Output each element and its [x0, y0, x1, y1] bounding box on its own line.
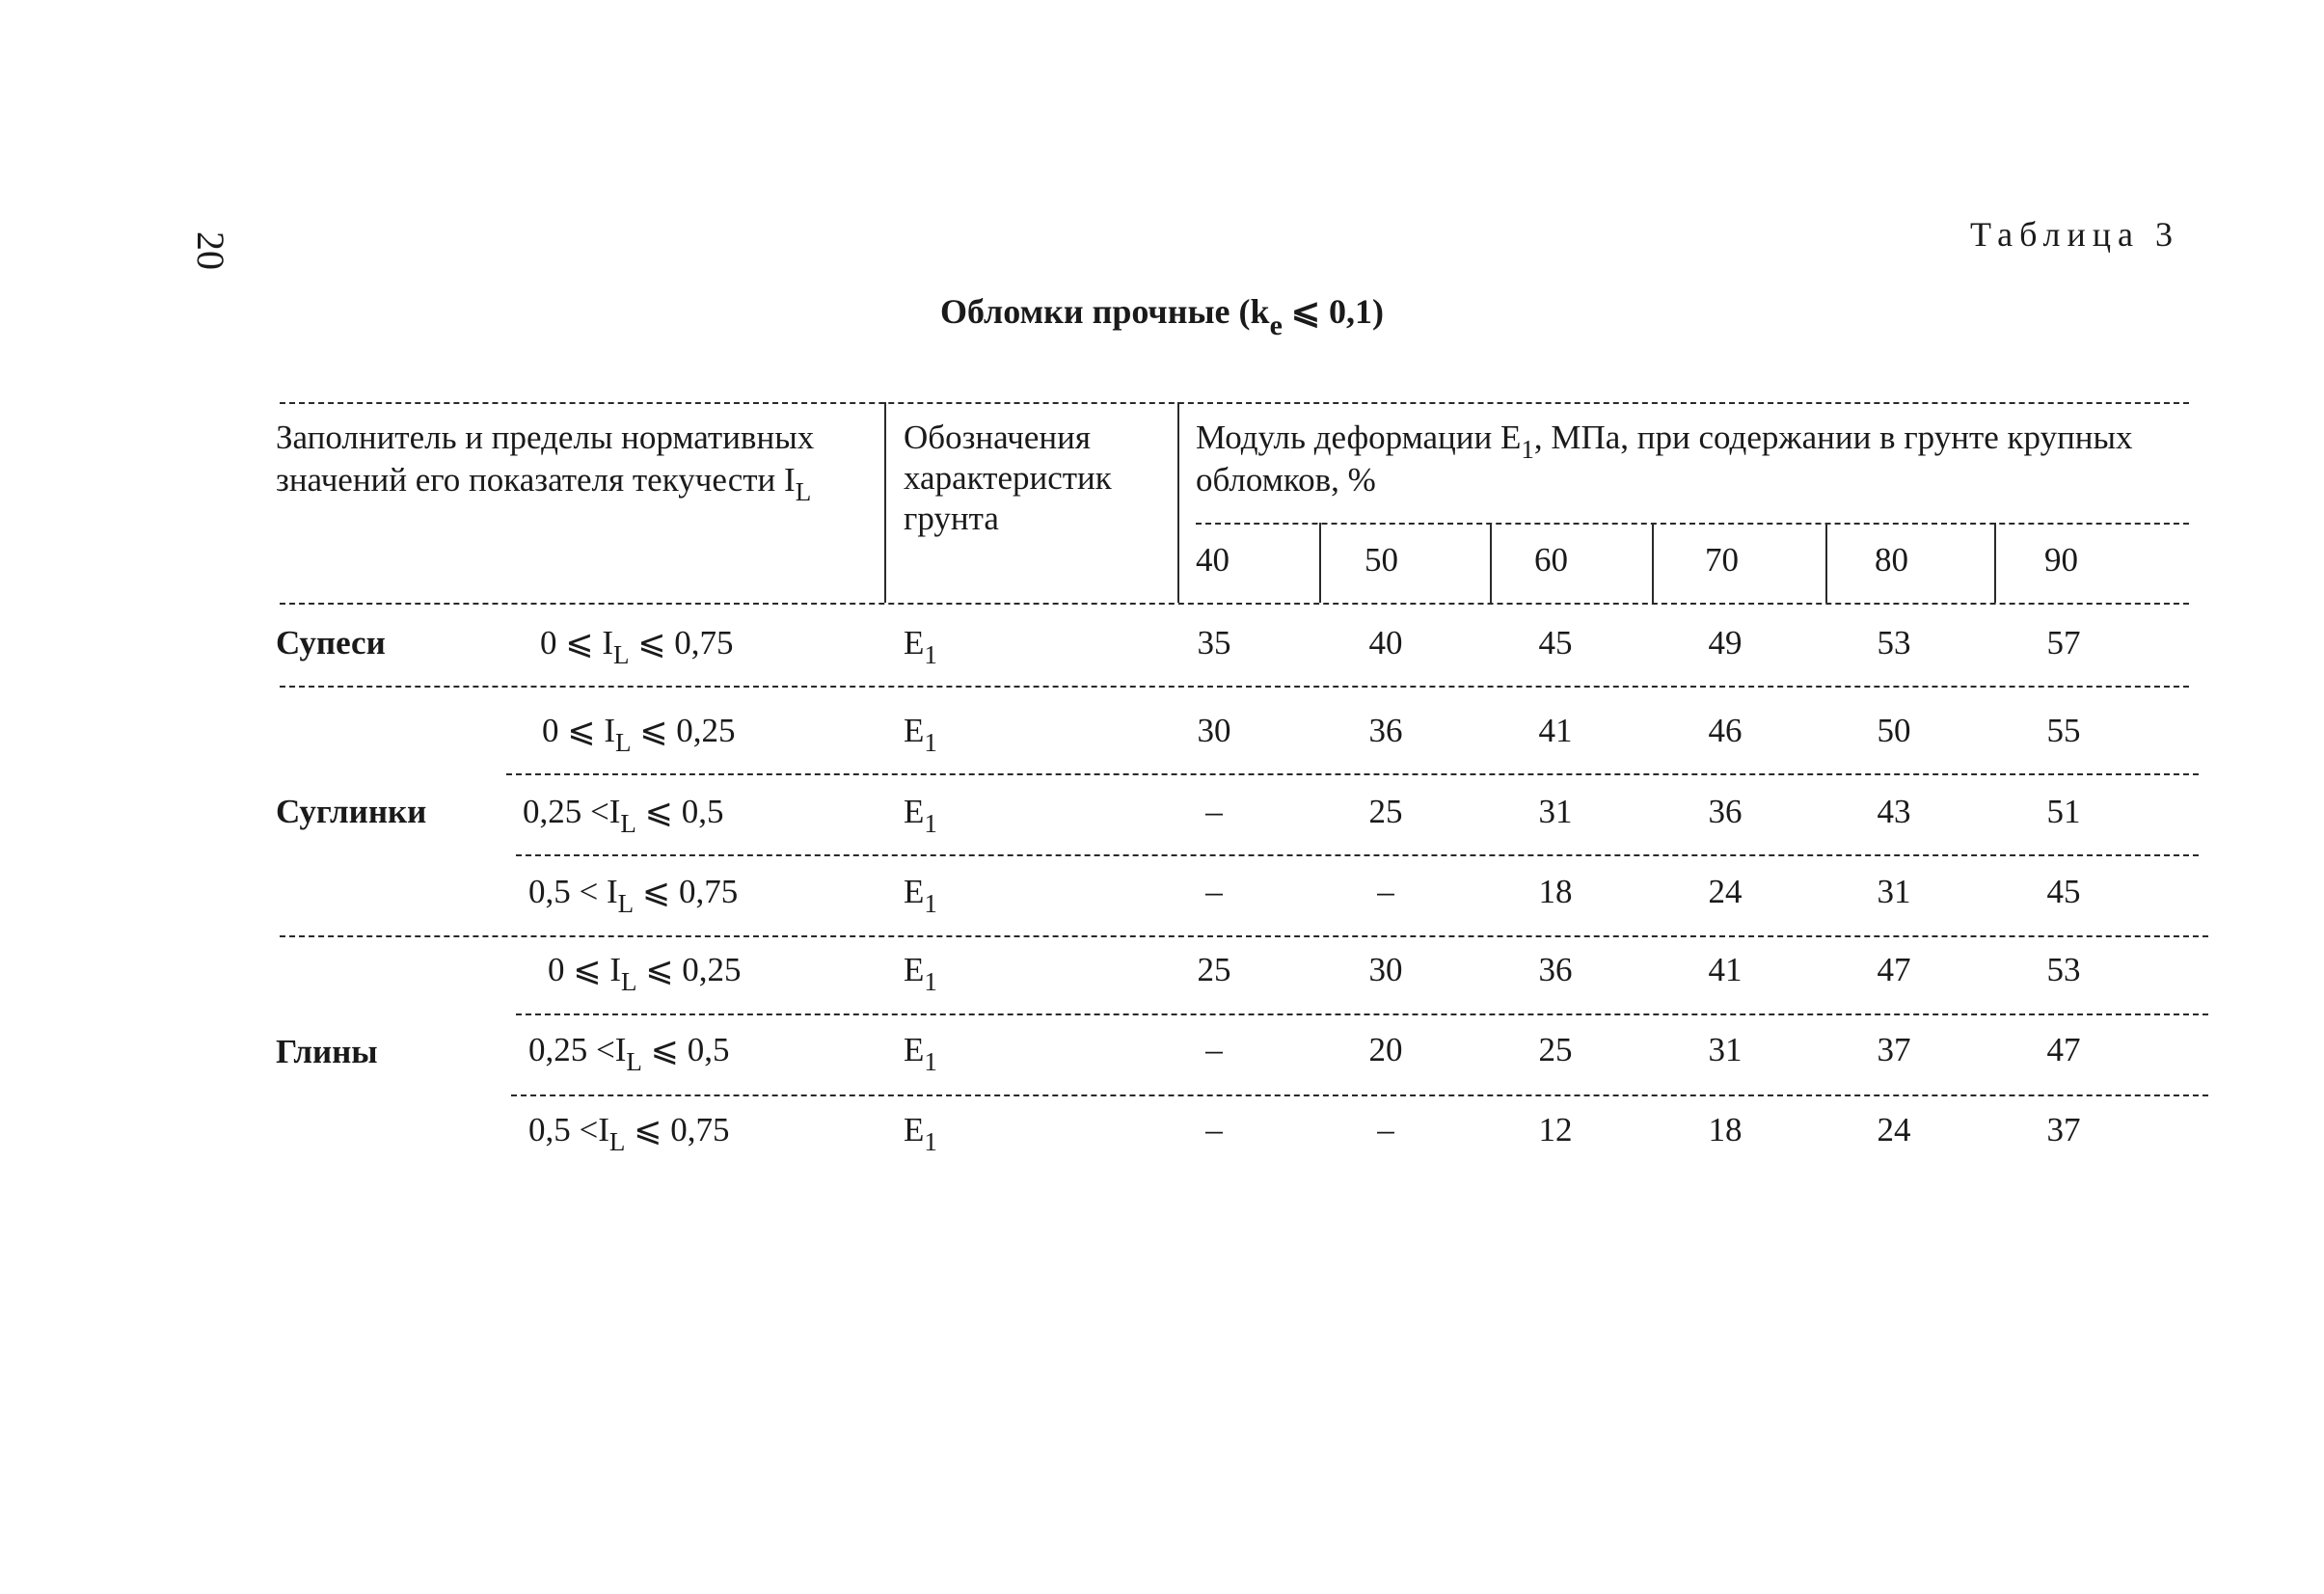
row-rule-3a — [516, 1013, 2208, 1015]
row-condition: $0,5 <I_L$ ⩽ 0,75 — [528, 1111, 730, 1156]
value-cell: 36 — [1708, 793, 1743, 830]
percent-divider-4 — [1825, 523, 1827, 603]
row-symbol: $E_1$ — [904, 712, 937, 757]
value-cell: 37 — [1877, 1031, 1911, 1068]
value-cell: 18 — [1538, 873, 1573, 910]
subheader-rule — [1196, 523, 2189, 525]
percent-divider-1 — [1319, 523, 1321, 603]
percent-divider-2 — [1490, 523, 1492, 603]
value-cell: 49 — [1708, 624, 1743, 662]
value-cell: 12 — [1538, 1111, 1573, 1148]
value-cell: 25 — [1368, 793, 1403, 830]
row-rule-3b — [511, 1094, 2208, 1096]
percent-divider-5 — [1994, 523, 1996, 603]
percent-header: 50 — [1365, 541, 1398, 579]
row-symbol: $E_1$ — [904, 873, 937, 918]
value-cell: 46 — [1708, 712, 1743, 749]
value-cell: 50 — [1877, 712, 1911, 749]
row-rule-2a — [506, 773, 2199, 775]
header-modulus-line1: Модуль деформации $E_1$, МПа, при содержании в грунте крупных — [1196, 419, 2133, 464]
value-cell: 47 — [2046, 1031, 2081, 1068]
percent-header: 70 — [1705, 541, 1739, 579]
group-name-gliny: Глины — [276, 1033, 378, 1070]
value-cell: 47 — [1877, 951, 1911, 988]
value-cell: 40 — [1368, 624, 1403, 662]
percent-header: 60 — [1534, 541, 1568, 579]
value-cell: 55 — [2046, 712, 2081, 749]
value-cell: – — [1205, 1031, 1223, 1068]
value-cell: 31 — [1708, 1031, 1743, 1068]
header-col-divider-1 — [884, 402, 886, 603]
value-cell: 41 — [1538, 712, 1573, 749]
value-cell: 51 — [2046, 793, 2081, 830]
percent-header: 40 — [1196, 541, 1230, 579]
row-condition: $0,25 <I_L$ ⩽ 0,5 — [523, 793, 724, 838]
group-name-supesi: Супеси — [276, 624, 386, 662]
row-symbol: $E_1$ — [904, 1031, 937, 1076]
value-cell: – — [1205, 873, 1223, 910]
value-cell: 18 — [1708, 1111, 1743, 1148]
table-label: Таблица 3 — [1970, 215, 2179, 254]
percent-divider-3 — [1652, 523, 1654, 603]
header-symbol-line3: грунта — [904, 500, 999, 537]
header-symbol-line1: Обозначения — [904, 419, 1091, 456]
value-cell: 30 — [1197, 712, 1231, 749]
group-name-suglinki: Суглинки — [276, 793, 427, 830]
row-symbol: $E_1$ — [904, 624, 937, 669]
value-cell: 53 — [2046, 951, 2081, 988]
header-modulus-line2: обломков, % — [1196, 461, 1376, 499]
table-title: Обломки прочные ($k_e$ ⩽ 0,1) — [939, 292, 1385, 341]
value-cell: 45 — [1538, 624, 1573, 662]
header-symbol-line2: характеристик — [904, 459, 1112, 497]
row-condition: $0,25 <I_L$ ⩽ 0,5 — [528, 1031, 730, 1076]
group-rule-2 — [280, 935, 2208, 937]
value-cell: 25 — [1538, 1031, 1573, 1068]
row-symbol: $E_1$ — [904, 951, 937, 996]
header-col-divider-2 — [1177, 402, 1179, 603]
value-cell: – — [1205, 793, 1223, 830]
value-cell: 36 — [1538, 951, 1573, 988]
value-cell: 31 — [1538, 793, 1573, 830]
row-condition: 0 ⩽ $I_L$ ⩽ 0,25 — [542, 712, 736, 757]
header-filler-line1: Заполнитель и пределы нормативных — [276, 419, 815, 456]
row-condition: 0 ⩽ $I_L$ ⩽ 0,75 — [540, 624, 734, 669]
value-cell: 30 — [1368, 951, 1403, 988]
percent-header: 80 — [1875, 541, 1908, 579]
value-cell: 36 — [1368, 712, 1403, 749]
percent-header: 90 — [2044, 541, 2078, 579]
page-number: 20 — [189, 231, 232, 270]
row-rule-2b — [516, 854, 2199, 856]
table-top-rule — [280, 402, 2189, 404]
value-cell: – — [1205, 1111, 1223, 1148]
value-cell: 43 — [1877, 793, 1911, 830]
header-bottom-rule — [280, 603, 2189, 605]
value-cell: 37 — [2046, 1111, 2081, 1148]
group-rule-1 — [280, 686, 2189, 688]
value-cell: 25 — [1197, 951, 1231, 988]
row-condition: 0 ⩽ $I_L$ ⩽ 0,25 — [548, 951, 742, 996]
value-cell: – — [1377, 1111, 1394, 1148]
value-cell: 31 — [1877, 873, 1911, 910]
value-cell: 41 — [1708, 951, 1743, 988]
value-cell: – — [1377, 873, 1394, 910]
value-cell: 35 — [1197, 624, 1231, 662]
value-cell: 57 — [2046, 624, 2081, 662]
value-cell: 24 — [1877, 1111, 1911, 1148]
row-symbol: $E_1$ — [904, 1111, 937, 1156]
row-condition: $0,5 < I_L$ ⩽ 0,75 — [528, 873, 739, 918]
value-cell: 20 — [1368, 1031, 1403, 1068]
row-symbol: $E_1$ — [904, 793, 937, 838]
value-cell: 45 — [2046, 873, 2081, 910]
header-filler-line2: значений его показателя текучести $I_L$ — [276, 461, 812, 506]
value-cell: 24 — [1708, 873, 1743, 910]
value-cell: 53 — [1877, 624, 1911, 662]
